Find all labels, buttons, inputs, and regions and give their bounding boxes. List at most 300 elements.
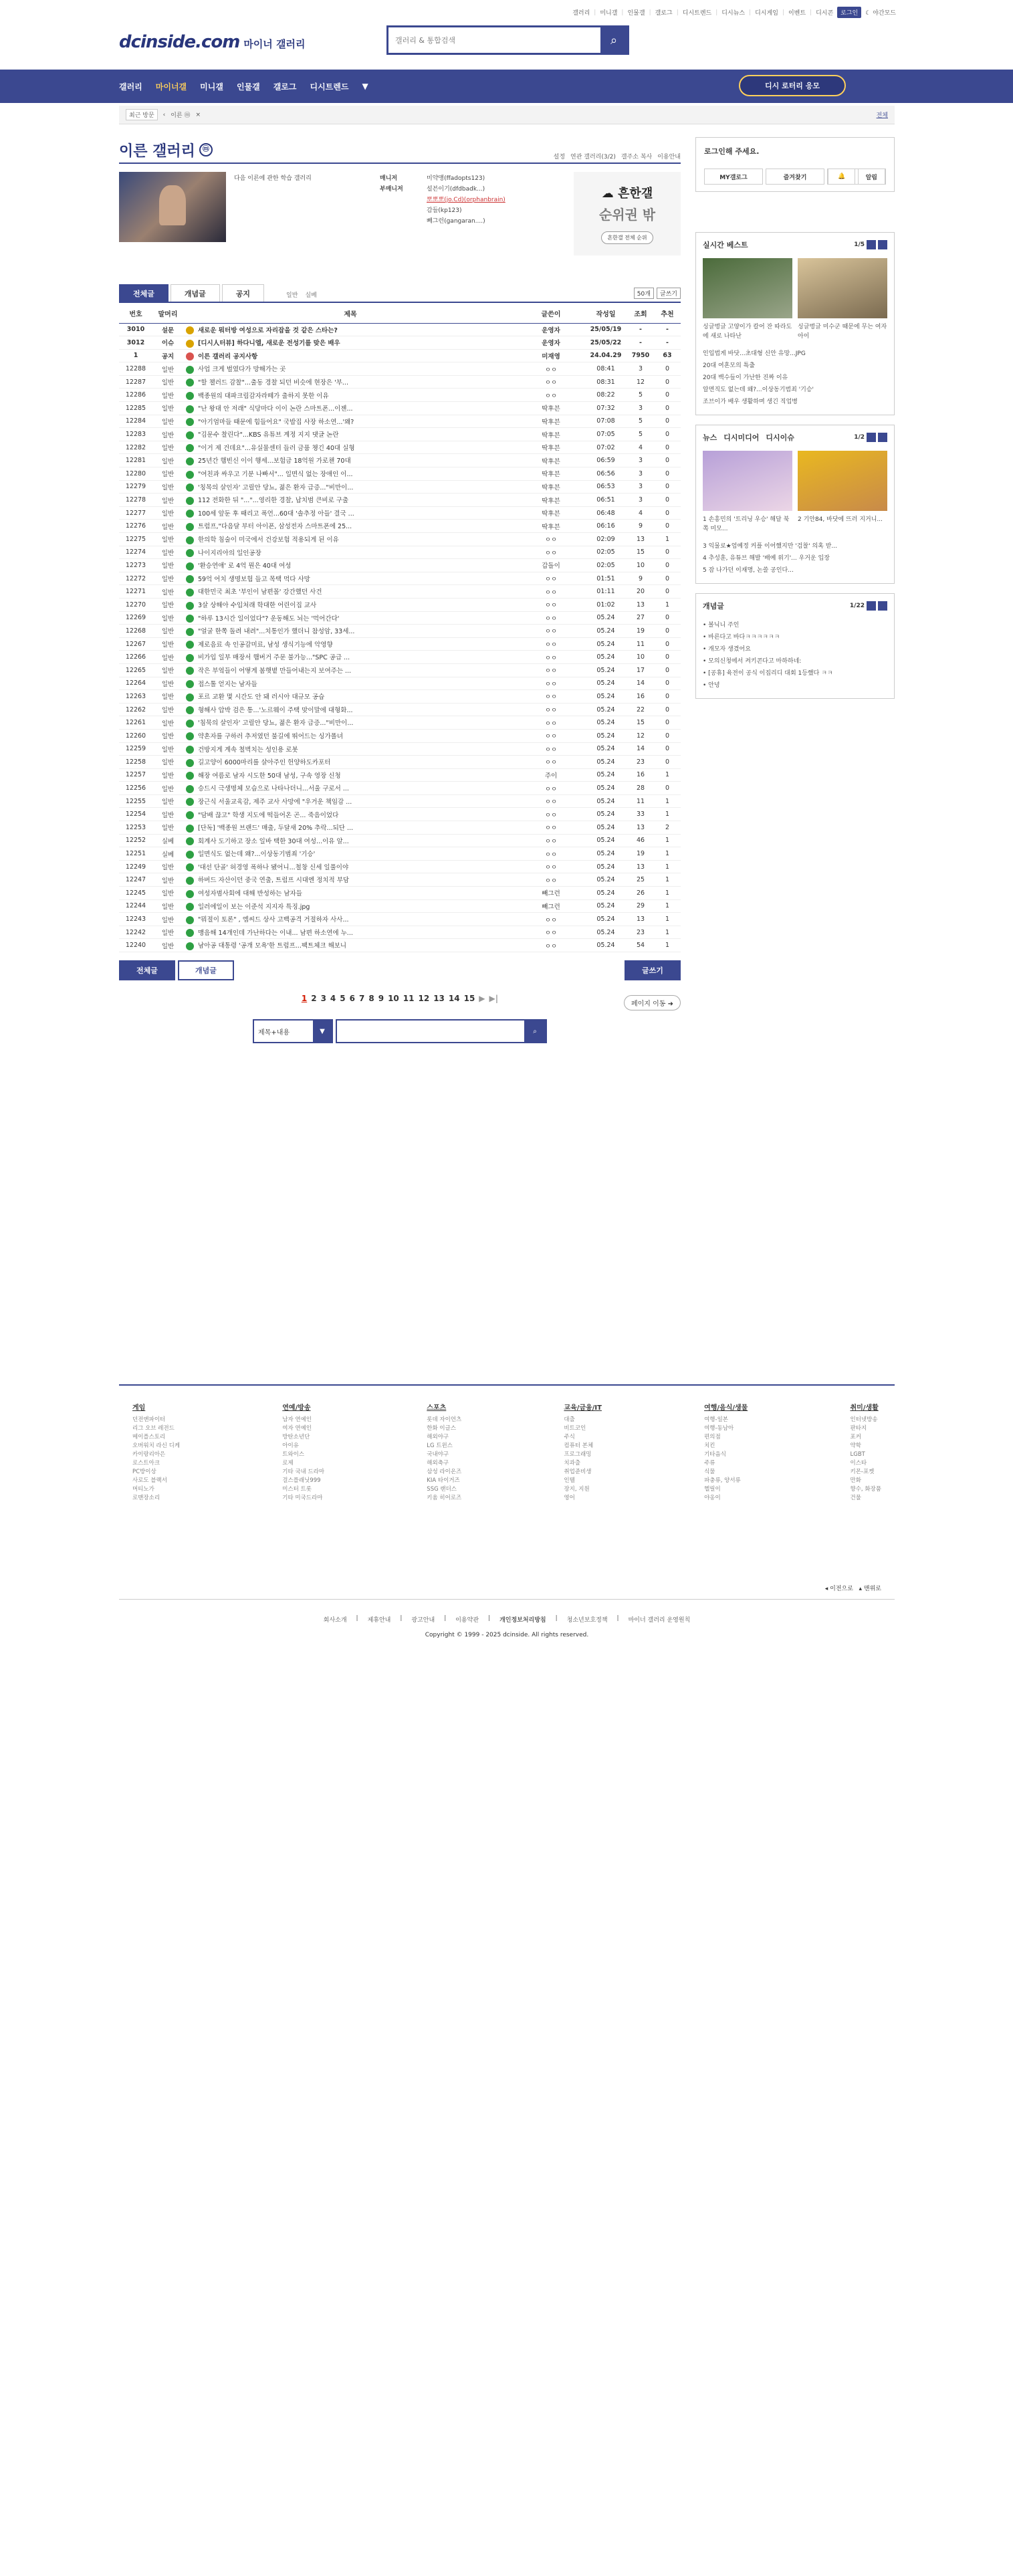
post-title[interactable] bbox=[183, 375, 518, 389]
footer-column-link[interactable]: 리그 오브 레전드 bbox=[132, 1425, 175, 1432]
footer-column-link[interactable]: 파충류, 양서류 bbox=[704, 1477, 741, 1484]
top-nav-item[interactable]: 갤러리 bbox=[572, 10, 590, 17]
footer-column-link[interactable]: 비트코인 bbox=[564, 1425, 586, 1432]
footer-column-link[interactable]: 메이플스토리 bbox=[132, 1434, 166, 1440]
footer-column-title[interactable]: 취미/생활 bbox=[850, 1404, 879, 1412]
news-item[interactable]: 4 추성훈, 유튜브 해발 '배예 위기'... 우거운 입장 bbox=[703, 555, 830, 562]
search-icon[interactable]: ⌕ bbox=[524, 1021, 546, 1042]
table-row[interactable] bbox=[119, 323, 681, 336]
top-link[interactable]: ▴ 맨위로 bbox=[859, 1586, 881, 1592]
concept-item[interactable]: • [공휴] 육전이 공식 이집리디 대회 1등했다 ㅋㅋ bbox=[703, 670, 833, 677]
footer-column-link[interactable]: 헬릴이 bbox=[704, 1486, 721, 1493]
footer-column-title[interactable]: 여행/음식/생물 bbox=[704, 1404, 748, 1412]
footer-column-link[interactable]: 여행-동남아 bbox=[704, 1425, 734, 1432]
close-icon[interactable]: × bbox=[195, 111, 201, 118]
next-page-icon[interactable]: ▶ bbox=[479, 994, 485, 1003]
post-title[interactable] bbox=[183, 467, 518, 481]
related-gallery-link[interactable]: 연관 갤러리(3/2) bbox=[570, 154, 616, 160]
post-title[interactable] bbox=[183, 782, 518, 795]
footer-column-link[interactable]: 대출 bbox=[564, 1416, 575, 1423]
footer-column-link[interactable]: 기타 국내 드라마 bbox=[282, 1469, 325, 1475]
concept-item[interactable]: • 모의신청에서 켜키콘다고 마하하네: bbox=[703, 658, 802, 665]
post-writer[interactable]: ㅇㅇ bbox=[518, 637, 584, 651]
footer-column-link[interactable]: 취업준비생 bbox=[564, 1469, 592, 1475]
concept-item[interactable]: • 개모자 생겼어요 bbox=[703, 646, 751, 653]
post-title[interactable] bbox=[183, 716, 518, 730]
footer-column-title[interactable]: 스포츠 bbox=[427, 1404, 447, 1412]
table-row[interactable] bbox=[119, 651, 681, 664]
footer-column-link[interactable]: 주류 bbox=[704, 1460, 715, 1467]
manager-name[interactable]: 미약맹(ffadopts123) bbox=[427, 175, 485, 182]
best-item[interactable]: 20대 여혼모의 특출 bbox=[703, 362, 756, 369]
post-writer[interactable]: 주이 bbox=[518, 768, 584, 782]
post-writer[interactable]: 딱후븐 bbox=[518, 506, 584, 520]
post-title[interactable] bbox=[183, 663, 518, 677]
page-link[interactable]: 7 bbox=[359, 994, 365, 1003]
footer-column-link[interactable]: 기타음식 bbox=[704, 1451, 726, 1458]
login-button[interactable]: 로그인 bbox=[837, 7, 861, 18]
table-row[interactable] bbox=[119, 585, 681, 599]
post-writer[interactable]: ㅇㅇ bbox=[518, 362, 584, 376]
page-link[interactable]: 14 bbox=[448, 994, 460, 1003]
post-title[interactable] bbox=[183, 506, 518, 520]
top-nav-item[interactable]: 디시트렌드 bbox=[682, 10, 712, 17]
best-item[interactable]: 20대 백수들이 가난한 진짜 이유 bbox=[703, 374, 788, 381]
table-row[interactable] bbox=[119, 690, 681, 704]
post-writer[interactable]: ㅇㅇ bbox=[518, 716, 584, 730]
gallery-title-text[interactable]: 이른 갤러리 bbox=[119, 142, 195, 160]
news-thumb[interactable] bbox=[703, 451, 792, 534]
footer-column-link[interactable]: 프로그래밍 bbox=[564, 1451, 592, 1458]
post-writer[interactable]: ㅇㅇ bbox=[518, 690, 584, 704]
settings-link[interactable]: 설정 bbox=[553, 154, 566, 160]
table-row[interactable] bbox=[119, 756, 681, 769]
post-writer[interactable]: ㅇㅇ bbox=[518, 677, 584, 690]
next-icon[interactable] bbox=[878, 601, 887, 611]
footer-column-link[interactable]: 로제 bbox=[282, 1460, 294, 1467]
table-row[interactable] bbox=[119, 794, 681, 808]
table-row[interactable] bbox=[119, 939, 681, 952]
post-writer[interactable]: ㅇㅇ bbox=[518, 756, 584, 769]
page-link[interactable]: 9 bbox=[378, 994, 384, 1003]
footer-column-link[interactable]: 키몬-포켓 bbox=[850, 1469, 875, 1475]
table-row[interactable] bbox=[119, 887, 681, 900]
top-nav-item[interactable]: 이벤트 bbox=[788, 10, 806, 17]
post-title[interactable] bbox=[183, 349, 518, 362]
footer-column-link[interactable]: 로스트아크 bbox=[132, 1460, 160, 1467]
footer-column-link[interactable]: 해외축구 bbox=[427, 1460, 449, 1467]
table-row[interactable] bbox=[119, 506, 681, 520]
post-title[interactable] bbox=[183, 494, 518, 507]
post-title[interactable] bbox=[183, 690, 518, 704]
top-nav-item[interactable]: 인물갤 bbox=[627, 10, 645, 17]
post-title[interactable] bbox=[183, 899, 518, 913]
post-writer[interactable]: ㅇㅇ bbox=[518, 834, 584, 847]
table-row[interactable] bbox=[119, 375, 681, 389]
tab-notice[interactable]: 공지 bbox=[222, 284, 264, 302]
post-writer[interactable]: 딱후븐 bbox=[518, 402, 584, 415]
footer-column-link[interactable]: LGBT bbox=[850, 1451, 865, 1458]
post-writer[interactable]: ㅇㅇ bbox=[518, 782, 584, 795]
table-row[interactable] bbox=[119, 533, 681, 546]
nav-mini[interactable]: 미니갤 bbox=[200, 82, 223, 92]
post-title[interactable] bbox=[183, 336, 518, 350]
best-thumb[interactable] bbox=[703, 258, 792, 341]
post-title[interactable] bbox=[183, 794, 518, 808]
table-row[interactable] bbox=[119, 494, 681, 507]
page-link[interactable]: 5 bbox=[340, 994, 346, 1003]
post-title[interactable] bbox=[183, 887, 518, 900]
footer-column-link[interactable]: 치과출 bbox=[564, 1460, 581, 1467]
write-button[interactable]: 글쓰기 bbox=[625, 960, 681, 980]
footer-column-link[interactable]: 오버워치 라신 디케 bbox=[132, 1442, 181, 1449]
post-writer[interactable]: ㅇㅇ bbox=[518, 847, 584, 861]
search-input[interactable] bbox=[388, 27, 600, 53]
post-title[interactable] bbox=[183, 611, 518, 625]
table-row[interactable] bbox=[119, 742, 681, 756]
footer-column-link[interactable]: 해외야구 bbox=[427, 1434, 449, 1440]
prev-icon[interactable] bbox=[867, 240, 876, 249]
top-nav-item[interactable]: 디시콘 bbox=[816, 10, 834, 17]
footer-column-link[interactable]: 여행-일본 bbox=[704, 1416, 728, 1423]
page-link[interactable]: 13 bbox=[433, 994, 445, 1003]
news-tab[interactable]: 디시미디어 bbox=[723, 433, 760, 442]
footer-column-link[interactable]: 판타지 bbox=[850, 1425, 867, 1432]
post-writer[interactable]: ㅇㅇ bbox=[518, 375, 584, 389]
subtab-silbe[interactable]: 실베 bbox=[305, 292, 317, 299]
favorites-button[interactable]: 즐겨찾기 bbox=[766, 169, 824, 185]
table-row[interactable] bbox=[119, 808, 681, 821]
best-item[interactable]: 조브이가 배우 생활하며 생긴 직업병 bbox=[703, 399, 798, 405]
table-row[interactable] bbox=[119, 389, 681, 402]
post-writer[interactable]: 딱후븐 bbox=[518, 428, 584, 441]
footer-column-link[interactable]: 이스타 bbox=[850, 1460, 867, 1467]
footer-column-link[interactable]: 약학 bbox=[850, 1442, 861, 1449]
footer-column-link[interactable]: 아이유 bbox=[282, 1442, 299, 1449]
rank-all-button[interactable]: 흔한갤 전체 순위 bbox=[601, 231, 653, 244]
guide-link[interactable]: 이용안내 bbox=[657, 154, 681, 160]
table-row[interactable] bbox=[119, 847, 681, 861]
table-row[interactable] bbox=[119, 782, 681, 795]
post-title[interactable] bbox=[183, 520, 518, 533]
footer-column-link[interactable]: 국내야구 bbox=[427, 1451, 449, 1458]
footer-column-link[interactable]: 만화 bbox=[850, 1477, 861, 1484]
lottery-button[interactable]: 디시 로터리 응모 bbox=[739, 75, 846, 96]
news-tab[interactable]: 디시이슈 bbox=[766, 433, 794, 442]
footer-column-link[interactable]: 키움 히어로즈 bbox=[427, 1495, 462, 1501]
next-icon[interactable] bbox=[878, 240, 887, 249]
footer-column-link[interactable]: 영어 bbox=[564, 1495, 575, 1501]
post-title[interactable] bbox=[183, 415, 518, 428]
table-row[interactable] bbox=[119, 913, 681, 926]
news-item[interactable]: 3 익물로★엄예정 커플 이어했지만 '검찰' 의혹 받... bbox=[703, 543, 837, 550]
page-link[interactable]: 4 bbox=[330, 994, 336, 1003]
post-writer[interactable]: ㅇㅇ bbox=[518, 585, 584, 599]
table-row[interactable] bbox=[119, 546, 681, 559]
post-writer[interactable]: ㅇㅇ bbox=[518, 546, 584, 559]
footer-column-link[interactable]: 삼성 라이온즈 bbox=[427, 1469, 462, 1475]
post-writer[interactable]: 딱후븐 bbox=[518, 454, 584, 467]
tab-concept[interactable]: 개념글 bbox=[171, 284, 220, 302]
post-writer[interactable]: ㅇㅇ bbox=[518, 651, 584, 664]
nav-more-icon[interactable]: ▼ bbox=[362, 82, 368, 91]
table-row[interactable] bbox=[119, 873, 681, 887]
post-writer[interactable]: 딱후븐 bbox=[518, 415, 584, 428]
table-row[interactable] bbox=[119, 899, 681, 913]
footer-column-link[interactable]: 향수, 화장품 bbox=[850, 1486, 881, 1493]
footer-link[interactable]: 개인정보처리방침 bbox=[499, 1617, 546, 1624]
post-title[interactable] bbox=[183, 677, 518, 690]
post-writer[interactable]: ㅇㅇ bbox=[518, 703, 584, 716]
best-item[interactable]: 인입법게 바닷...초대형 신안 유망...JPG bbox=[703, 350, 806, 357]
footer-column-link[interactable]: 남자 연예인 bbox=[282, 1416, 312, 1423]
post-writer[interactable]: ㅇㅇ bbox=[518, 389, 584, 402]
post-writer[interactable]: ㅇㅇ bbox=[518, 808, 584, 821]
table-row[interactable] bbox=[119, 677, 681, 690]
nav-trend[interactable]: 디시트렌드 bbox=[310, 82, 349, 92]
footer-column-title[interactable]: 게임 bbox=[132, 1404, 146, 1412]
table-row[interactable] bbox=[119, 415, 681, 428]
page-link[interactable]: 1 bbox=[301, 994, 308, 1003]
nav-person[interactable]: 인물갤 bbox=[236, 82, 260, 92]
page-link[interactable]: 6 bbox=[349, 994, 355, 1003]
post-title[interactable] bbox=[183, 480, 518, 494]
page-link[interactable]: 11 bbox=[403, 994, 415, 1003]
footer-link[interactable]: 광고안내 bbox=[411, 1617, 435, 1624]
best-item[interactable]: 알면직도 없는데 왜?...이상동기범죄 '기승' bbox=[703, 387, 814, 393]
concept-item[interactable]: • 바른다고 바다ㅋㅋㅋㅋㅋㅋ bbox=[703, 634, 780, 641]
top-nav-item[interactable]: 디시뉴스 bbox=[721, 10, 746, 17]
news-tab[interactable]: 뉴스 bbox=[703, 433, 717, 442]
table-row[interactable] bbox=[119, 860, 681, 873]
search-button[interactable] bbox=[600, 27, 627, 53]
table-row[interactable] bbox=[119, 480, 681, 494]
alarm-button[interactable] bbox=[827, 169, 886, 185]
prev-icon[interactable] bbox=[867, 601, 876, 611]
back-link[interactable]: ◂ 이전으로 bbox=[824, 1586, 853, 1592]
table-row[interactable] bbox=[119, 768, 681, 782]
copy-address-link[interactable]: 갤주소 복사 bbox=[621, 154, 653, 160]
footer-column-link[interactable]: 인터넷방송 bbox=[850, 1416, 878, 1423]
footer-column-link[interactable]: 한화 이글스 bbox=[427, 1425, 457, 1432]
post-writer[interactable]: 빼그런 bbox=[518, 899, 584, 913]
next-icon[interactable] bbox=[878, 433, 887, 442]
footer-column-link[interactable]: 트와이스 bbox=[282, 1451, 305, 1458]
footer-link[interactable]: 이용약관 bbox=[455, 1617, 479, 1624]
table-row[interactable] bbox=[119, 821, 681, 835]
recent-item[interactable]: 이른 ⓜ bbox=[171, 112, 191, 119]
night-mode-toggle[interactable] bbox=[865, 8, 896, 17]
table-row[interactable] bbox=[119, 598, 681, 611]
post-writer[interactable]: ㅇㅇ bbox=[518, 598, 584, 611]
post-writer[interactable]: 딱후븐 bbox=[518, 520, 584, 533]
post-title[interactable] bbox=[183, 873, 518, 887]
post-writer[interactable]: ㅇㅇ bbox=[518, 913, 584, 926]
table-row[interactable] bbox=[119, 467, 681, 481]
page-link[interactable]: 15 bbox=[463, 994, 475, 1003]
post-title[interactable] bbox=[183, 939, 518, 952]
table-row[interactable] bbox=[119, 349, 681, 362]
footer-column-link[interactable]: 건물 bbox=[850, 1495, 861, 1501]
footer-column-link[interactable]: 편의점 bbox=[704, 1434, 721, 1440]
recent-all-link[interactable]: 전체 bbox=[876, 112, 888, 119]
footer-column-link[interactable]: 기타 미국드라마 bbox=[282, 1495, 323, 1501]
my-gallog-button[interactable]: MY갤로그 bbox=[704, 169, 763, 185]
login-title[interactable]: 로그인해 주세요. bbox=[704, 147, 760, 156]
sub-manager-name[interactable]: 감들(kp123) bbox=[427, 207, 462, 214]
write-link[interactable]: 글쓰기 bbox=[657, 288, 681, 299]
footer-column-link[interactable]: 치킨 bbox=[704, 1442, 715, 1449]
post-title[interactable] bbox=[183, 651, 518, 664]
list-count-select[interactable]: 50개 bbox=[634, 288, 654, 299]
post-title[interactable] bbox=[183, 533, 518, 546]
post-title[interactable] bbox=[183, 323, 518, 336]
footer-column-title[interactable]: 교육/금융/IT bbox=[564, 1404, 602, 1412]
all-posts-button[interactable]: 전체글 bbox=[119, 960, 175, 980]
sub-manager-name[interactable]: 빼그런(gangaran....) bbox=[427, 218, 485, 225]
post-title[interactable] bbox=[183, 441, 518, 454]
post-writer[interactable]: 딱후븐 bbox=[518, 441, 584, 454]
footer-column-link[interactable]: KIA 타이거즈 bbox=[427, 1477, 460, 1484]
footer-column-link[interactable]: 사로도 블랙서 bbox=[132, 1477, 167, 1484]
post-title[interactable] bbox=[183, 572, 518, 585]
post-writer[interactable]: ㅇㅇ bbox=[518, 926, 584, 939]
post-writer[interactable]: 운영자 bbox=[518, 336, 584, 350]
post-writer[interactable]: ㅇㅇ bbox=[518, 572, 584, 585]
footer-column-link[interactable]: 주식 bbox=[564, 1434, 575, 1440]
post-title[interactable] bbox=[183, 546, 518, 559]
post-title[interactable] bbox=[183, 625, 518, 638]
post-writer[interactable]: ㅇㅇ bbox=[518, 729, 584, 742]
table-row[interactable] bbox=[119, 637, 681, 651]
post-title[interactable] bbox=[183, 821, 518, 835]
table-row[interactable] bbox=[119, 402, 681, 415]
post-title[interactable] bbox=[183, 926, 518, 939]
footer-column-link[interactable]: 식물 bbox=[704, 1469, 715, 1475]
post-writer[interactable]: 갑돌이 bbox=[518, 559, 584, 572]
post-writer[interactable]: 미재영 bbox=[518, 349, 584, 362]
post-writer[interactable]: ㅇㅇ bbox=[518, 611, 584, 625]
nav-minor[interactable]: 마이너갤 bbox=[155, 82, 187, 92]
page-link[interactable]: 3 bbox=[320, 994, 326, 1003]
footer-column-link[interactable]: 로맨장소리 bbox=[132, 1495, 160, 1501]
post-writer[interactable]: ㅇㅇ bbox=[518, 939, 584, 952]
news-item[interactable]: 5 잠 나가던 이재명, 논쓸 공인다... bbox=[703, 567, 794, 574]
footer-link[interactable]: 제휴안내 bbox=[367, 1617, 391, 1624]
footer-column-link[interactable]: 야옹이 bbox=[704, 1495, 721, 1501]
table-row[interactable] bbox=[119, 454, 681, 467]
footer-column-link[interactable]: 던전앤파이터 bbox=[132, 1416, 166, 1423]
post-title[interactable] bbox=[183, 847, 518, 861]
footer-column-link[interactable]: 미스터 트롯 bbox=[282, 1486, 312, 1493]
post-writer[interactable]: ㅇㅇ bbox=[518, 860, 584, 873]
top-nav-item[interactable]: 갤로그 bbox=[655, 10, 673, 17]
footer-column-link[interactable]: PC방이상 bbox=[132, 1469, 156, 1475]
post-title[interactable] bbox=[183, 559, 518, 572]
post-writer[interactable]: 빼그런 bbox=[518, 887, 584, 900]
footer-column-link[interactable]: 롯데 자이언츠 bbox=[427, 1416, 462, 1423]
footer-column-link[interactable]: 장지, 지원 bbox=[564, 1486, 590, 1493]
post-title[interactable] bbox=[183, 637, 518, 651]
table-row[interactable] bbox=[119, 716, 681, 730]
table-row[interactable] bbox=[119, 625, 681, 638]
footer-column-link[interactable]: 여자 연예인 bbox=[282, 1425, 312, 1432]
sub-manager-name[interactable]: 설븐이기(dfdbadk...) bbox=[427, 186, 485, 193]
post-writer[interactable]: 딱후븐 bbox=[518, 494, 584, 507]
table-row[interactable] bbox=[119, 441, 681, 454]
concept-posts-button[interactable]: 개념글 bbox=[178, 960, 234, 980]
footer-column-link[interactable]: 머티노가 bbox=[132, 1486, 154, 1493]
post-title[interactable] bbox=[183, 913, 518, 926]
subtab-general[interactable]: 일반 bbox=[286, 292, 298, 299]
footer-column-link[interactable]: 포커 bbox=[850, 1434, 861, 1440]
footer-link[interactable]: 마이너 갤러리 운영원칙 bbox=[628, 1617, 691, 1624]
footer-link[interactable]: 회사소개 bbox=[323, 1617, 347, 1624]
post-title[interactable] bbox=[183, 808, 518, 821]
post-writer[interactable]: 딱후븐 bbox=[518, 467, 584, 481]
site-logo[interactable] bbox=[119, 32, 306, 52]
footer-column-link[interactable]: 카이랑리아은 bbox=[132, 1451, 166, 1458]
footer-column-link[interactable]: 걸스플래닛999 bbox=[282, 1477, 321, 1484]
post-title[interactable] bbox=[183, 860, 518, 873]
post-title[interactable] bbox=[183, 598, 518, 611]
post-title[interactable] bbox=[183, 454, 518, 467]
table-row[interactable] bbox=[119, 362, 681, 376]
page-link[interactable]: 2 bbox=[311, 994, 317, 1003]
footer-column-link[interactable]: 인텔 bbox=[564, 1477, 575, 1484]
footer-link[interactable]: 청소년보호정책 bbox=[566, 1617, 608, 1624]
table-row[interactable] bbox=[119, 703, 681, 716]
table-row[interactable] bbox=[119, 336, 681, 350]
footer-column-title[interactable]: 연예/방송 bbox=[282, 1404, 311, 1412]
post-writer[interactable]: ㅇㅇ bbox=[518, 873, 584, 887]
table-row[interactable] bbox=[119, 611, 681, 625]
top-nav-item[interactable]: 디시게임 bbox=[755, 10, 778, 17]
top-nav-item[interactable]: 미니갤 bbox=[600, 10, 618, 17]
post-writer[interactable]: 딱후븐 bbox=[518, 480, 584, 494]
concept-item[interactable]: • 안녕 bbox=[703, 682, 720, 689]
best-thumb[interactable] bbox=[798, 258, 887, 341]
footer-column-link[interactable]: 방탄소년단 bbox=[282, 1434, 310, 1440]
table-row[interactable] bbox=[119, 520, 681, 533]
footer-column-link[interactable]: LG 트윈스 bbox=[427, 1442, 453, 1449]
prev-icon[interactable] bbox=[867, 433, 876, 442]
table-row[interactable] bbox=[119, 428, 681, 441]
post-title[interactable] bbox=[183, 389, 518, 402]
table-row[interactable] bbox=[119, 729, 681, 742]
post-writer[interactable]: ㅇㅇ bbox=[518, 742, 584, 756]
post-title[interactable] bbox=[183, 585, 518, 599]
post-title[interactable] bbox=[183, 756, 518, 769]
search-type-select[interactable] bbox=[253, 1019, 333, 1043]
post-writer[interactable]: ㅇㅇ bbox=[518, 794, 584, 808]
post-title[interactable] bbox=[183, 834, 518, 847]
nav-gallery[interactable]: 갤러리 bbox=[119, 82, 142, 92]
table-row[interactable] bbox=[119, 572, 681, 585]
tab-all[interactable]: 전체글 bbox=[119, 284, 168, 302]
board-search-input[interactable] bbox=[336, 1019, 547, 1043]
footer-column-link[interactable]: SSG 랜더스 bbox=[427, 1486, 457, 1493]
table-row[interactable] bbox=[119, 834, 681, 847]
post-title[interactable] bbox=[183, 428, 518, 441]
post-writer[interactable]: 운영자 bbox=[518, 323, 584, 336]
news-thumb[interactable] bbox=[798, 451, 887, 534]
post-title[interactable] bbox=[183, 729, 518, 742]
footer-column-link[interactable]: 컴퓨터 본체 bbox=[564, 1442, 594, 1449]
table-row[interactable] bbox=[119, 663, 681, 677]
concept-item[interactable]: • 볼닉니 주인 bbox=[703, 622, 740, 629]
post-writer[interactable]: ㅇㅇ bbox=[518, 625, 584, 638]
